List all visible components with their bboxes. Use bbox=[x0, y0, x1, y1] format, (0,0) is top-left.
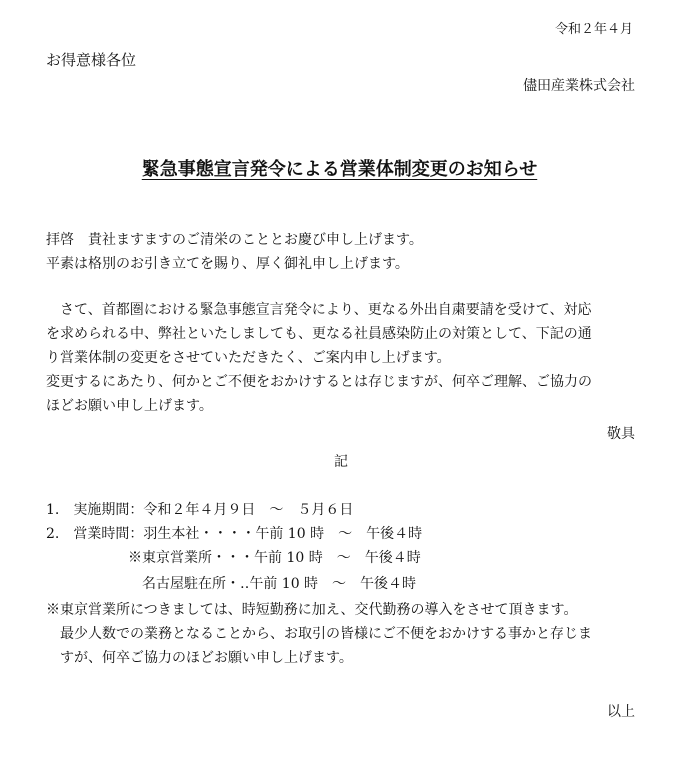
item-hours-hanyu: 2. 営業時間：羽生本社・・・・午前 10 時 ～ 午後４時 bbox=[46, 526, 423, 542]
body-line: を求められる中、弊社といたしましても、更なる社員感染防止の対策として、下記の通 bbox=[46, 326, 592, 342]
body-line: さて、首都圏における緊急事態宣言発令により、更なる外出自粛要請を受けて、対応 bbox=[46, 302, 592, 318]
body-line: ほどお願い申し上げます。 bbox=[46, 398, 213, 414]
body-paragraph bbox=[46, 298, 638, 418]
ki-heading: 記 bbox=[334, 454, 348, 470]
sender-company: 儘田産業株式会社 bbox=[523, 78, 635, 94]
greeting-paragraph bbox=[46, 228, 638, 276]
note-line: ※東京営業所につきましては、時短勤務に加え、交代勤務の導入をさせて頂きます。 bbox=[46, 602, 578, 618]
recipient: お得意様各位 bbox=[46, 51, 137, 69]
greeting-line: 平素は格別のお引き立てを賜り、厚く御礼申し上げます。 bbox=[46, 256, 409, 272]
closing-ijou: 以上 bbox=[607, 704, 635, 720]
note-line: 最少人数での業務となることから、お取引の皆様にご不便をおかけする事かと存じま bbox=[46, 626, 592, 642]
issue-date: 令和２年４月 bbox=[554, 22, 633, 37]
greeting-line: 拝啓 貴社ますますのご清栄のこととお慶び申し上げます。 bbox=[46, 232, 423, 248]
note-line: すが、何卒ご協力のほどお願い申し上げます。 bbox=[46, 650, 353, 666]
item-period: 1. 実施期間：令和２年４月９日 ～ ５月６日 bbox=[46, 502, 354, 518]
note-paragraph bbox=[46, 598, 638, 670]
page-title: 緊急事態宣言発令による営業体制変更のお知らせ bbox=[141, 159, 538, 180]
item-hours-tokyo: ※東京営業所・・・午前 10 時 ～ 午後４時 bbox=[128, 550, 421, 566]
item-hours-nagoya: 名古屋駐在所・‥午前 10 時 ～ 午後４時 bbox=[142, 576, 417, 592]
body-line: り営業体制の変更をさせていただきたく、ご案内申し上げます。 bbox=[46, 350, 451, 366]
body-line: 変更するにあたり、何かとご不便をおかけするとは存じますが、何卒ご理解、ご協力の bbox=[46, 374, 592, 390]
closing-keigu: 敬具 bbox=[607, 426, 635, 442]
